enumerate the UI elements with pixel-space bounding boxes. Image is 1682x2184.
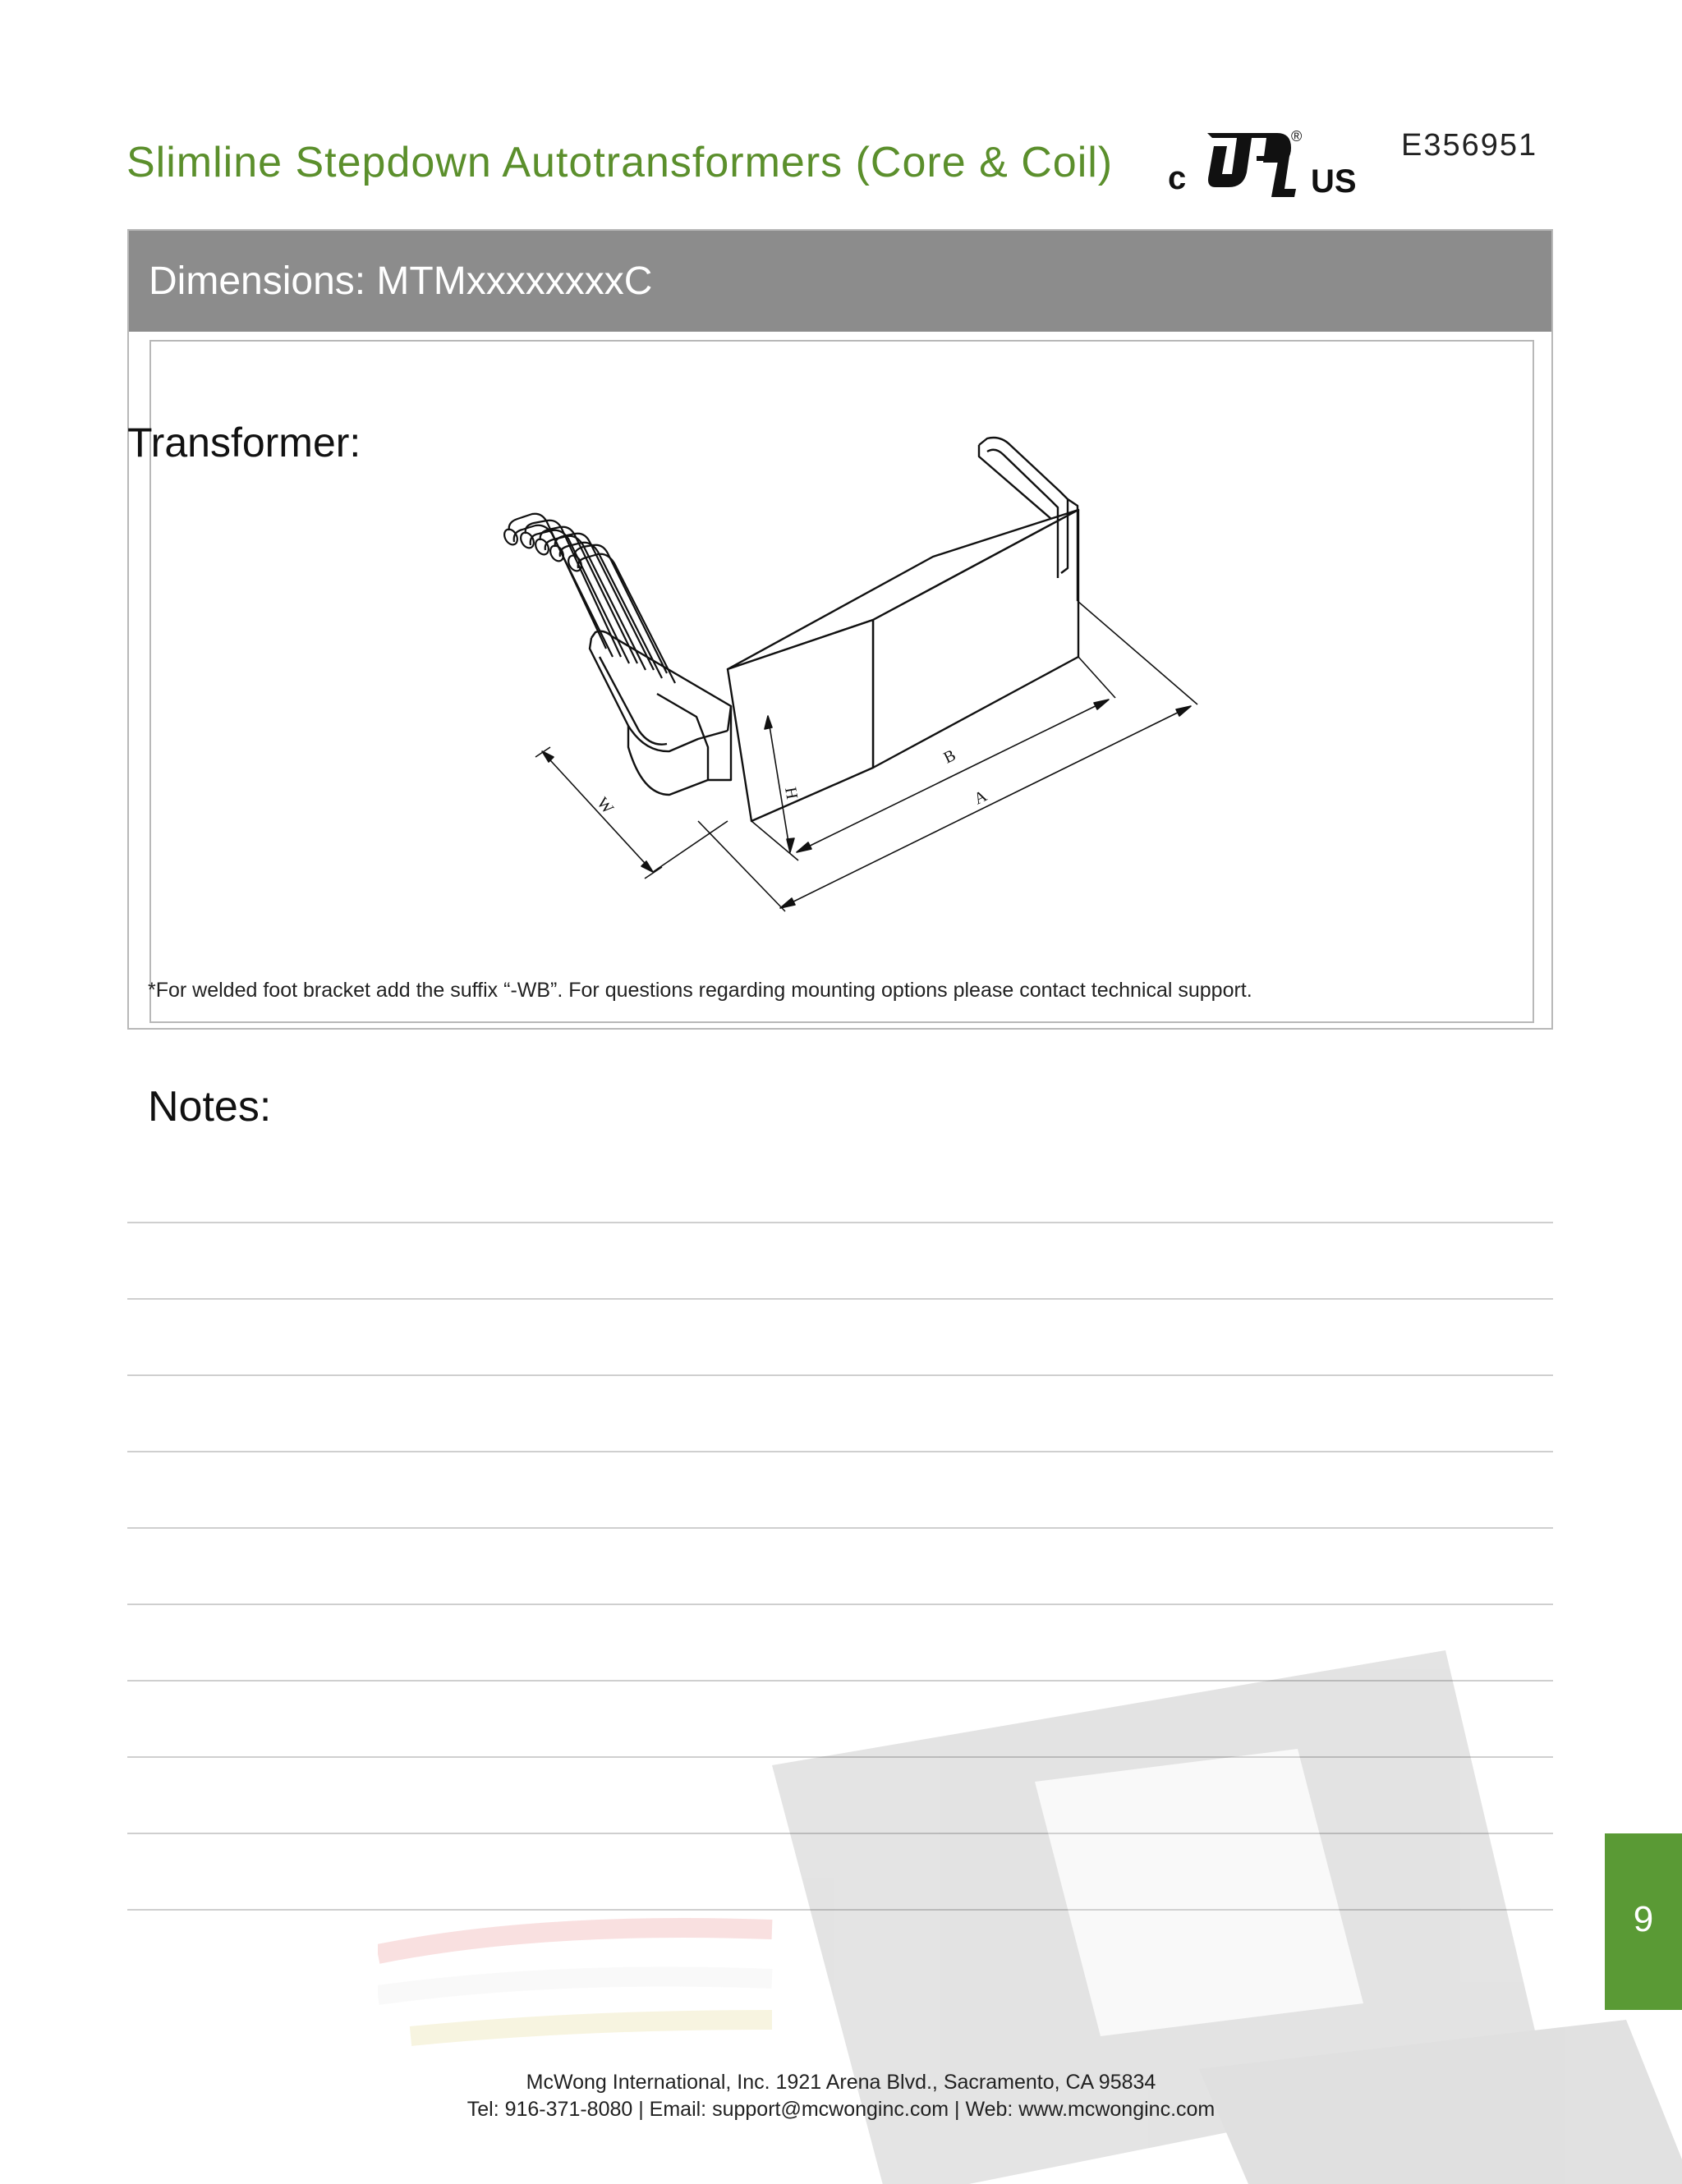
note-line <box>127 1604 1553 1605</box>
footer-address: McWong International, Inc. 1921 Arena Blvd., Sacramento, CA 95834 <box>526 2071 1156 2094</box>
transformer-dimension-drawing <box>493 386 1232 928</box>
registered-mark: ® <box>1291 128 1303 145</box>
note-line <box>127 1451 1553 1452</box>
page-number-tab <box>1605 1833 1682 2010</box>
logo-c-text: c <box>1168 160 1187 196</box>
certification-number: E356951 <box>1401 128 1538 163</box>
section-title: Dimensions: MTMxxxxxxxxC <box>149 259 653 303</box>
note-line <box>127 1298 1553 1300</box>
dimension-a-label: A <box>971 787 990 809</box>
mounting-footnote: *For welded foot bracket add the suffix “-WB”. For questions regarding mounting options please contact technical support. <box>148 979 1252 1002</box>
dimension-b-label: B <box>940 746 959 768</box>
note-line <box>127 1222 1553 1223</box>
dimension-w-label: W <box>593 794 618 818</box>
cul-us-certification-logo <box>1166 123 1363 205</box>
dimension-h-label: H <box>781 786 802 801</box>
logo-us-text: US <box>1311 163 1357 200</box>
note-line <box>127 1527 1553 1529</box>
notes-label: Notes: <box>148 1083 272 1131</box>
footer <box>0 2069 1682 2123</box>
section-header <box>129 231 1551 332</box>
footer-contact: Tel: 916-371-8080 | Email: support@mcwonginc.com | Web: www.mcwonginc.com <box>466 2098 1216 2121</box>
note-line <box>127 1374 1553 1376</box>
page-title: Slimline Stepdown Autotransformers (Core & Coil) <box>126 139 1114 186</box>
transformer-core <box>728 510 1078 821</box>
page-number: 9 <box>1633 1899 1654 1939</box>
ul-symbol <box>1207 133 1296 197</box>
drawing-title: Transformer: <box>127 420 361 466</box>
